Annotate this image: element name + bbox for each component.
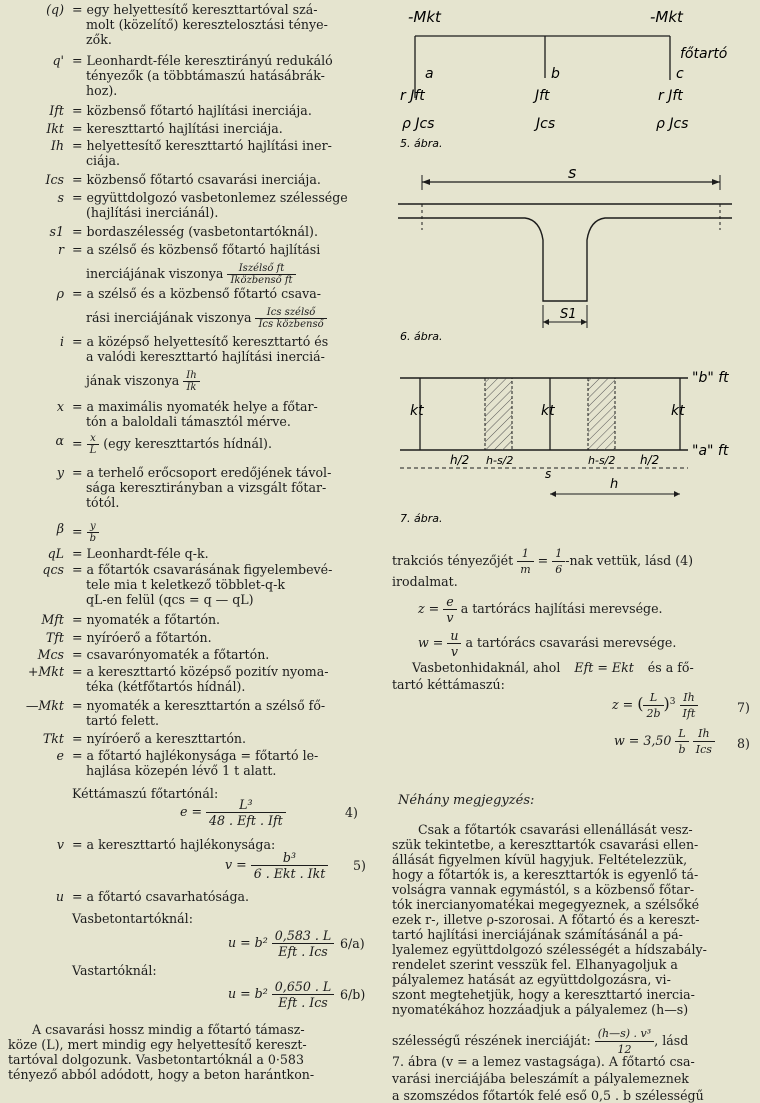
fig6-s: s — [568, 163, 577, 182]
definition-symbol: qcs — [42, 562, 64, 577]
fig7-caption: 7. ábra. — [400, 512, 443, 525]
fig7-s: s — [545, 467, 552, 481]
definition-text — [72, 630, 370, 645]
fig7-kt-1: kt — [410, 403, 424, 419]
u-symbol: u — [55, 889, 64, 904]
definition-symbol: —Mkt — [25, 698, 64, 713]
notes-line: tartó hajlítási inerciájának számításánál a pá- — [392, 927, 683, 942]
definition-line: = együttdolgozó vasbetonlemez szélessége — [72, 190, 348, 205]
definition-line: = a szélső és a közbenső főtartó csava- — [72, 286, 322, 301]
fig5-rhojcs-right: ρ Jcs — [656, 116, 689, 132]
definitions-list — [0, 0, 380, 1100]
definition-symbol: qL — [47, 546, 64, 561]
definition-line: (hajlítási inerciánál). — [86, 205, 219, 220]
paragraph-line: tényező abból adódott, hogy a beton harántkon- — [8, 1067, 315, 1082]
definition-line: = helyettesítő kereszttartó hajlítási iner- — [72, 138, 332, 153]
notes-line: nyomatékához hozzáadjuk a pályalemez (h—s) — [392, 1002, 689, 1017]
definition-line: hoz). — [86, 83, 118, 98]
fig5-fotarto: főtartó — [680, 46, 728, 62]
definition-text — [72, 647, 370, 662]
definition-line: téka (kétfőtartós hídnál). — [86, 679, 246, 694]
paragraph-line: A csavarási hossz mindig a főtartó támasz- — [32, 1022, 305, 1037]
definition-symbol: Tkt — [42, 731, 64, 746]
equation-6b: u = b² $\frac{0,650 . L}{\text{Eft . Ics}}$ 6/b) — [228, 979, 366, 1010]
fig5-a: a — [425, 66, 434, 82]
definition-line: zők. — [86, 32, 112, 47]
definition-text — [72, 612, 370, 627]
fig5-caption: 5. ábra. — [400, 137, 443, 150]
definition-line: rási inerciájának viszonya $\frac{\text{Ics szélső}}{\text{Ics közbenső}}$ — [72, 307, 370, 330]
fig5-mkt-right: -Mkt — [650, 8, 683, 26]
definition-text — [72, 224, 370, 239]
definition-symbol: +Mkt — [27, 664, 64, 679]
fig7-h2-left: h/2 — [450, 453, 470, 467]
vastartok-label: Vastartóknál: — [72, 963, 157, 978]
u-definition: = a főtartó csavarhatósága. — [72, 889, 250, 904]
definition-text — [72, 664, 370, 694]
notes-line: ezek r-, illetve ρ-szorosai. A főtartó és a kereszt- — [392, 912, 700, 927]
definition-line: = bordaszélesség (vasbetontartóknál). — [72, 224, 318, 239]
definition-text — [72, 53, 370, 98]
definition-text — [72, 190, 370, 220]
definition-text — [72, 242, 370, 286]
definition-line: molt (közelítő) keresztelosztási ténye- — [86, 17, 328, 32]
definition-line: = közbenső főtartó hajlítási inerciája. — [72, 103, 312, 118]
equation-6a: u = b² $\frac{0,583 . L}{\text{Eft . Ics}}$ 6/a) — [228, 928, 365, 959]
definition-line: = a terhelő erőcsoport eredőjének távol- — [72, 465, 332, 480]
definition-symbol: r — [57, 242, 64, 257]
notes-line: rendelet szerint vesszük fel. Elhanyagoljuk a — [392, 957, 678, 972]
paragraph-line: köze (L), mert mindig egy helyettesítő kereszt- — [8, 1037, 307, 1052]
definition-line: ciája. — [86, 153, 121, 168]
definition-symbol: Mft — [41, 612, 64, 627]
definition-line: sága keresztirányban a vizsgált főtar- — [86, 480, 327, 495]
definition-line: = a középső helyettesítő kereszttartó és — [72, 334, 329, 349]
definition-line: tón a baloldali támasztól mérve. — [86, 414, 291, 429]
fig7-b-ft: "b" ft — [692, 370, 729, 386]
left-paragraph — [8, 1022, 370, 1082]
definition-line: = a kereszttartó középső pozitív nyoma- — [72, 664, 329, 679]
fig7-h2-right: h/2 — [640, 453, 660, 467]
fig7-hs2-right: h-s/2 — [588, 454, 616, 467]
definition-text — [72, 546, 370, 561]
definition-symbol: Ift — [49, 103, 64, 118]
definition-text — [72, 399, 370, 429]
definition-text — [72, 103, 370, 118]
fig5-rhojcs-left: ρ Jcs — [402, 116, 435, 132]
definition-text — [72, 433, 370, 456]
definition-symbol: Ih — [50, 138, 64, 153]
definition-line: = csavarónyomaték a főtartón. — [72, 647, 270, 662]
definition-line: inerciájának viszonya $\frac{\text{Iszélső ft}}{\text{Iközbenső ft}}$ — [72, 263, 370, 286]
notes-line: szük tekintetbe, a kereszttartók csavarási ellen- — [392, 837, 699, 852]
notes-line: lyalemez együttdolgozó szélességét a hídszabály- — [392, 942, 707, 957]
fig6-caption: 6. ábra. — [400, 330, 443, 343]
vasbeton-label: Vasbetontartóknál: — [72, 911, 193, 926]
notes-paragraph — [392, 822, 752, 1017]
fig5-c: c — [676, 66, 684, 82]
definition-text — [72, 286, 370, 330]
definition-line: = Leonhardt-féle keresztirányú redukáló — [72, 53, 333, 68]
notes-line: tók inercianyomatékai megegyeznek, a szélsőké — [392, 897, 700, 912]
definition-line: = a főtartó hajlékonysága = főtartó le- — [72, 748, 319, 763]
definition-symbol: ρ — [56, 286, 64, 301]
kettamaszu-label: Kéttámaszú főtartónál: — [72, 786, 219, 801]
definition-text — [72, 748, 370, 778]
definition-line: = nyomaték a kereszttartón a szélső fő- — [72, 698, 326, 713]
definition-symbol: Mcs — [37, 647, 64, 662]
definition-line: tartó felett. — [86, 713, 159, 728]
fig6-s1: S1 — [560, 307, 577, 322]
fig7-hs2-left: h-s/2 — [486, 454, 514, 467]
definition-symbol: e — [56, 748, 64, 763]
fig5-mkt-left: -Mkt — [408, 8, 441, 26]
definition-line: tótól. — [86, 495, 120, 510]
fig7-a-ft: "a" ft — [692, 443, 729, 459]
definition-line: tényezők (a többtámaszú hatásábrák- — [86, 68, 325, 83]
definition-line: qL-en felül (qcs = q — qL) — [86, 592, 254, 607]
definition-line: hajlása közepén lévő 1 t alatt. — [86, 763, 277, 778]
definition-line: = $\frac{y}{b}$ — [72, 521, 370, 544]
definition-line: = közbenső főtartó csavarási inerciája. — [72, 172, 321, 187]
figure-6 — [380, 160, 760, 350]
equation-5: v = $\frac{\text{b³}}{\text{6 . Ekt . Ikt}}$ 5) — [225, 850, 366, 881]
definition-line: = nyomaték a főtartón. — [72, 612, 221, 627]
definition-line: = $\frac{x}{L}$ (egy kereszttartós hídnál). — [72, 433, 272, 456]
definition-text — [72, 121, 370, 136]
definition-symbol: Ikt — [46, 121, 64, 136]
notes-title: Néhány megjegyzés: — [398, 793, 535, 808]
definition-line: = a maximális nyomaték helye a főtar- — [72, 399, 318, 414]
notes-line: hogy a főtartók is, a kereszttartók is egyenlő tá- — [392, 867, 699, 882]
definition-symbol: x — [56, 399, 64, 414]
fig5-rjft-right: r Jft — [658, 88, 683, 104]
fig5-jcs: Jcs — [536, 116, 556, 132]
notes-line: pályalemez hatását az együttdolgozásra, vi- — [392, 972, 671, 987]
notes-line: állását figyelmen kívül hagyjuk. Feltételezzük, — [392, 852, 688, 867]
definition-line: = a főtartók csavarásának figyelembevé- — [72, 562, 333, 577]
definition-line: jának viszonya $\frac{Ih}{Ik}$ — [72, 370, 370, 393]
definition-line: = nyíróerő a főtartón. — [72, 630, 212, 645]
definition-text — [72, 698, 370, 728]
notes-line: volságra vannak egymástól, s a közbenső főtar- — [392, 882, 695, 897]
v-symbol: v — [56, 837, 64, 852]
fig5-b: b — [551, 66, 560, 82]
definition-line: a valódi kereszttartó hajlítási inerciá- — [86, 349, 325, 364]
definition-text — [72, 521, 370, 544]
definition-symbol: β — [56, 521, 64, 536]
v-definition: = a kereszttartó hajlékonysága: — [72, 837, 276, 852]
figure-5 — [380, 0, 760, 160]
definition-symbol: y — [56, 465, 64, 480]
notes-line: szont megtehetjük, hogy a kereszttartó inercia- — [392, 987, 695, 1002]
fig5-rjft-left: r Jft — [400, 88, 425, 104]
fig7-kt-3: kt — [671, 403, 685, 419]
definition-line: = kereszttartó hajlítási inerciája. — [72, 121, 283, 136]
paragraph-line: tartóval dolgozunk. Vasbetontartóknál a 0·583 — [8, 1052, 304, 1067]
fig7-h: h — [610, 477, 619, 492]
definition-text — [72, 731, 370, 746]
fig7-kt-2: kt — [541, 403, 555, 419]
definition-line: = Leonhardt-féle q-k. — [72, 546, 209, 561]
notes-line: Csak a főtartók csavarási ellenállását vesz- — [418, 822, 693, 837]
figure-7 — [380, 360, 760, 530]
definition-line: = egy helyettesítő kereszttartóval szá- — [72, 2, 318, 17]
equation-4: e = $\frac{\text{L³}}{\text{48 . Eft . Ift}}$ 4) — [180, 797, 358, 828]
definition-symbol: s1 — [49, 224, 64, 239]
definition-text — [72, 2, 370, 47]
definition-text — [72, 334, 370, 393]
definition-symbol: q' — [52, 53, 64, 68]
definition-symbol: Tft — [45, 630, 64, 645]
fig5-jft: Jft — [535, 88, 550, 104]
definition-symbol: Ics — [45, 172, 64, 187]
definition-line: tele mia t keletkező többlet-q-k — [86, 577, 285, 592]
definition-symbol: (q) — [46, 2, 64, 17]
definition-symbol: α — [55, 433, 64, 448]
definition-line: = a szélső és közbenső főtartó hajlítási — [72, 242, 321, 257]
definition-text — [72, 172, 370, 187]
definition-text — [72, 562, 370, 607]
definition-symbol: s — [57, 190, 64, 205]
definition-line: = nyíróerő a kereszttartón. — [72, 731, 247, 746]
definition-symbol: i — [59, 334, 64, 349]
definition-text — [72, 465, 370, 510]
definition-text — [72, 138, 370, 168]
